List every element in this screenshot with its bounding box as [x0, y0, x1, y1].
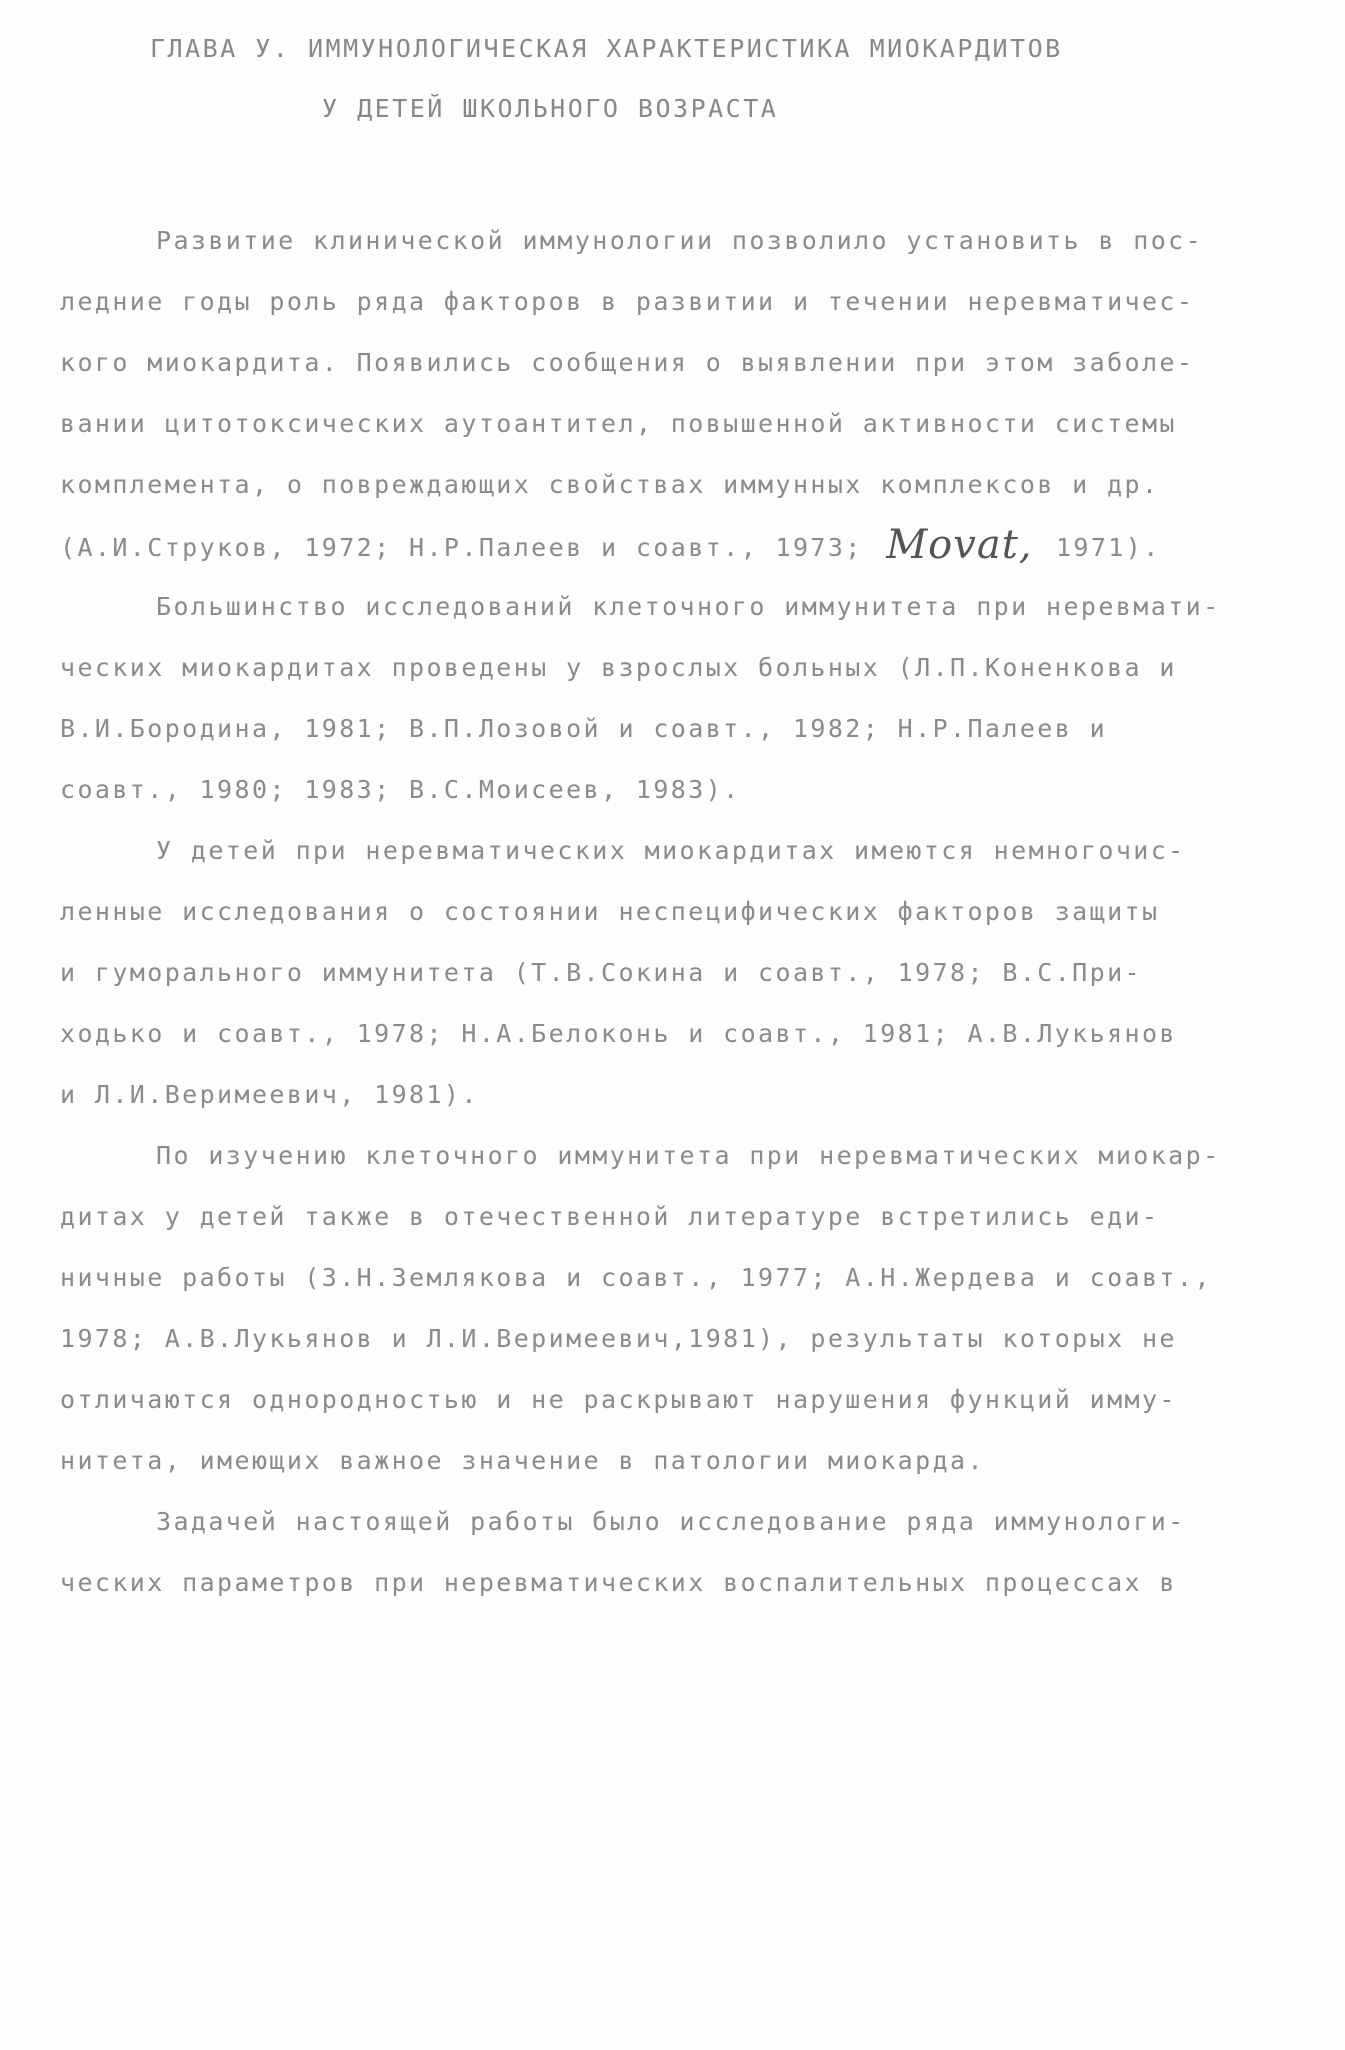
paragraph-2-line-4: соавт., 1980; 1983; В.С.Моисеев, 1983).	[60, 775, 741, 804]
paragraph-3-line-4: ходько и соавт., 1978; Н.А.Белоконь и соавт., 1981; А.В.Лукьянов	[60, 1019, 1177, 1048]
paragraph-4-line-6: нитета, имеющих важное значение в патологии миокарда.	[60, 1446, 985, 1475]
paragraph-3-line-3: и гуморального иммунитета (Т.В.Сокина и соавт., 1978; В.С.При-	[60, 958, 1142, 987]
chapter-title-line-1: ГЛАВА У. ИММУНОЛОГИЧЕСКАЯ ХАРАКТЕРИСТИКА МИОКАРДИТОВ	[150, 34, 1063, 63]
paragraph-3-line-2: ленные исследования о состоянии неспецифических факторов защиты	[60, 897, 1160, 926]
handwritten-author-name: Movat,	[886, 522, 1033, 568]
paragraph-1-line-5: комплемента, о повреждающих свойствах иммунных комплексов и др.	[60, 470, 1160, 499]
paragraph-2-line-1: Большинство исследований клеточного иммунитета при неревмати-	[156, 592, 1221, 621]
paragraph-4-line-1: По изучению клеточного иммунитета при неревматических миокар-	[156, 1141, 1221, 1170]
paragraph-2-line-3: В.И.Бородина, 1981; В.П.Лозовой и соавт., 1982; Н.Р.Палеев и	[60, 714, 1108, 743]
paragraph-1-line-6-start: (А.И.Струков, 1972; Н.Р.Палеев и соавт., 1973;	[60, 533, 881, 562]
paragraph-4-line-5: отличаются однородностью и не раскрывают нарушения функций имму-	[60, 1385, 1177, 1414]
paragraph-1-line-1: Развитие клинической иммунологии позволило установить в пос-	[156, 226, 1204, 255]
paragraph-1-line-4: вании цитотоксических аутоантител, повышенной активности системы	[60, 409, 1177, 438]
chapter-title-line-2: У ДЕТЕЙ ШКОЛЬНОГО ВОЗРАСТА	[322, 94, 779, 123]
paragraph-5-line-1: Задачей настоящей работы было исследование ряда иммунологи-	[156, 1507, 1186, 1536]
paragraph-3-line-1: У детей при неревматических миокардитах имеются немногочис-	[156, 836, 1186, 865]
paragraph-1-line-6-end: 1971).	[1038, 533, 1161, 562]
body-text	[60, 210, 1300, 1613]
paragraph-1-line-2: ледние годы роль ряда факторов в развитии и течении неревматичес-	[60, 287, 1195, 316]
paragraph-4-line-3: ничные работы (З.Н.Землякова и соавт., 1977; А.Н.Жердева и соавт.,	[60, 1263, 1212, 1292]
paragraph-3-line-5: и Л.И.Веримеевич, 1981).	[60, 1080, 479, 1109]
paragraph-1-line-3: кого миокардита. Появились сообщения о выявлении при этом заболе-	[60, 348, 1195, 377]
paragraph-4-line-4: 1978; А.В.Лукьянов и Л.И.Веримеевич,1981), результаты которых не	[60, 1324, 1177, 1353]
paragraph-1-line-6	[60, 515, 1300, 576]
paragraph-5-line-2: ческих параметров при неревматических воспалительных процессах в	[60, 1568, 1177, 1597]
paragraph-2-line-2: ческих миокардитах проведены у взрослых больных (Л.П.Коненкова и	[60, 653, 1177, 682]
paragraph-4-line-2: дитах у детей также в отечественной литературе встретились еди-	[60, 1202, 1160, 1231]
